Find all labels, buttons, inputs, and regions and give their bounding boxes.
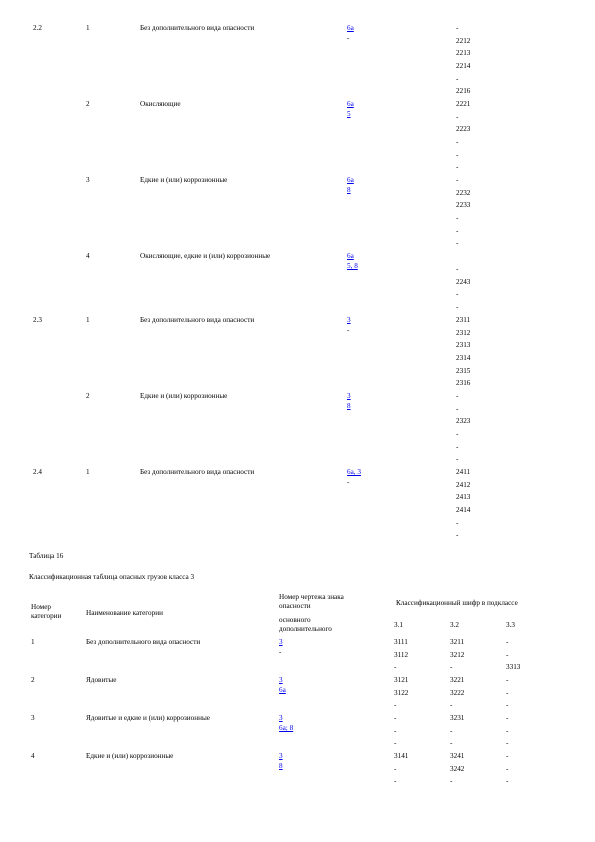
code-list: [456, 22, 470, 98]
sign-extra-link[interactable]: 8: [347, 186, 351, 194]
code: -: [450, 663, 453, 672]
code: -: [506, 701, 509, 710]
code-list: [506, 636, 520, 674]
group-number: 2.4: [33, 468, 42, 476]
code: 3222: [450, 688, 465, 697]
category-number: 2: [86, 100, 90, 108]
code-list: [456, 174, 470, 250]
code-list: [394, 674, 408, 712]
category-name: Без дополнительного вида опасности: [140, 24, 255, 32]
code: -: [456, 290, 459, 299]
sign-extra-link[interactable]: 5, 8: [347, 262, 358, 270]
category-name: Ядовитые и едкие и (или) коррозионные: [86, 714, 210, 722]
code: -: [394, 764, 397, 773]
code: 2314: [456, 354, 471, 363]
code: -: [456, 430, 459, 439]
header-category-name: Наименование категории: [86, 609, 163, 617]
category-name: Едкие и (или) коррозионные: [140, 176, 228, 184]
code-list: [506, 750, 508, 788]
code: -: [456, 112, 459, 121]
code: 3211: [450, 638, 465, 646]
code: -: [506, 764, 509, 773]
code: -: [506, 777, 509, 786]
code: -: [456, 176, 459, 184]
code: -: [456, 24, 459, 32]
code: 3313: [506, 663, 521, 672]
code: -: [456, 138, 459, 147]
code: -: [450, 726, 453, 735]
group-number: 2.2: [33, 24, 42, 32]
code: -: [394, 714, 397, 722]
sign-extra: -: [347, 478, 350, 486]
header-class-code: Классификационный шифр в подклассе: [396, 599, 518, 607]
category-number: 4: [31, 752, 35, 760]
code-list: [394, 636, 408, 674]
category-number: 4: [86, 252, 90, 260]
code: -: [456, 226, 459, 235]
header-subclass: 3.3: [506, 621, 515, 629]
code: 2411: [456, 468, 471, 476]
code: 3221: [450, 676, 465, 684]
code: 3242: [450, 764, 465, 773]
category-name: Без дополнительного вида опасности: [140, 468, 255, 476]
code: 3122: [394, 688, 409, 697]
code: 2313: [456, 341, 471, 350]
code: 2214: [456, 62, 471, 71]
table-title: Классификационная таблица опасных грузов класса 3: [29, 573, 195, 581]
category-name: Без дополнительного вида опасности: [140, 316, 255, 324]
code: 2323: [456, 417, 471, 426]
header-category-number: Номер категории: [31, 603, 62, 620]
category-number: 2: [31, 676, 35, 684]
code: -: [394, 663, 397, 672]
category-name: Окисляющие: [140, 100, 181, 108]
code: -: [394, 777, 397, 786]
code: -: [394, 739, 397, 748]
code: -: [506, 638, 509, 646]
code: -: [456, 74, 459, 83]
code: 3111: [394, 638, 408, 646]
sign-main-link[interactable]: 3: [279, 638, 283, 646]
code: 2316: [456, 379, 471, 388]
code: 2212: [456, 36, 471, 45]
header-subclass: 3.2: [450, 621, 459, 629]
sign-main-link[interactable]: 6а: [347, 24, 354, 32]
sign-main-link[interactable]: 6а: [347, 100, 354, 108]
table-caption: Таблица 16: [29, 552, 64, 560]
code: 2223: [456, 125, 471, 134]
code: -: [456, 392, 459, 400]
sign-extra-link[interactable]: 8: [347, 402, 351, 410]
code: 2232: [456, 188, 471, 197]
code: -: [456, 442, 459, 451]
code-list: [450, 674, 464, 712]
code: -: [394, 701, 397, 710]
sign-main-link[interactable]: 3: [279, 714, 283, 722]
sign-extra: -: [347, 34, 350, 42]
code: 3241: [450, 752, 465, 760]
code: -: [456, 239, 459, 248]
code: -: [394, 726, 397, 735]
code: -: [450, 739, 453, 748]
code: 2413: [456, 493, 471, 502]
code: 2216: [456, 87, 471, 96]
code: 2233: [456, 201, 471, 210]
header-sign-number: Номер чертежа знака опасности: [279, 593, 344, 610]
code-list: [456, 263, 470, 314]
code: -: [450, 701, 453, 710]
code: -: [506, 650, 509, 659]
code: -: [506, 688, 509, 697]
code: -: [456, 150, 459, 159]
code: 2315: [456, 366, 471, 375]
category-number: 2: [86, 392, 90, 400]
category-name: Едкие и (или) коррозионные: [140, 392, 228, 400]
code: -: [506, 714, 509, 722]
sign-main-link[interactable]: 3: [279, 752, 283, 760]
code: 3212: [450, 650, 465, 659]
category-number: 1: [86, 24, 90, 32]
code: -: [456, 455, 459, 464]
category-number: 3: [86, 176, 90, 184]
code: -: [456, 214, 459, 223]
sign-extra-link[interactable]: 6а; 8: [279, 724, 294, 732]
code-list: [450, 636, 464, 674]
code: 2312: [456, 328, 471, 337]
sign-main-link[interactable]: 6а, 3: [347, 468, 361, 476]
code: 3112: [394, 650, 409, 659]
code: -: [506, 676, 509, 684]
code: 2311: [456, 316, 471, 324]
category-name: Без дополнительного вида опасности: [86, 638, 201, 646]
code: -: [450, 777, 453, 786]
sign-main-link[interactable]: 3: [279, 676, 283, 684]
category-number: 1: [31, 638, 35, 646]
code-list: [394, 712, 396, 750]
code: 3231: [450, 714, 465, 722]
category-name: Окисляющие, едкие и (или) коррозионные: [140, 252, 271, 260]
code: -: [456, 531, 459, 540]
sign-main-link[interactable]: 6а: [347, 176, 354, 184]
code: 2414: [456, 506, 471, 515]
code: 3121: [394, 676, 409, 684]
code-list: [450, 750, 464, 788]
code-list: [394, 750, 408, 788]
category-number: 1: [86, 468, 90, 476]
code: -: [456, 163, 459, 172]
code-list: [456, 466, 470, 542]
code-list: [450, 712, 464, 750]
code: 3141: [394, 752, 409, 760]
code-list: [456, 98, 470, 174]
header-sign-sub: основного дополнительного: [279, 616, 332, 633]
sign-main-link[interactable]: 3: [347, 316, 351, 324]
sign-extra-link[interactable]: 6а: [279, 686, 286, 694]
code: -: [456, 404, 459, 413]
sign-extra-link[interactable]: 5: [347, 110, 351, 118]
category-name: Едкие и (или) коррозионные: [86, 752, 174, 760]
sign-extra: -: [347, 326, 350, 334]
code-list: [456, 314, 470, 390]
sign-main-link[interactable]: 6а: [347, 252, 354, 260]
sign-extra-link[interactable]: 8: [279, 762, 283, 770]
category-number: 1: [86, 316, 90, 324]
header-subclass: 3.1: [394, 621, 403, 629]
category-number: 3: [31, 714, 35, 722]
code: -: [456, 265, 459, 273]
sign-main-link[interactable]: 3: [347, 392, 351, 400]
code: -: [506, 739, 509, 748]
code-list: [456, 390, 470, 466]
sign-extra: -: [279, 648, 282, 656]
code-list: [506, 712, 508, 750]
code: 2243: [456, 277, 471, 286]
code: -: [456, 518, 459, 527]
group-number: 2.3: [33, 316, 42, 324]
code: -: [456, 303, 459, 312]
category-name: Ядовитые: [86, 676, 117, 684]
code: 2213: [456, 49, 471, 58]
code: -: [506, 726, 509, 735]
code-list: [506, 674, 508, 712]
code: 2221: [456, 100, 471, 108]
code: -: [506, 752, 509, 760]
code: 2412: [456, 480, 471, 489]
